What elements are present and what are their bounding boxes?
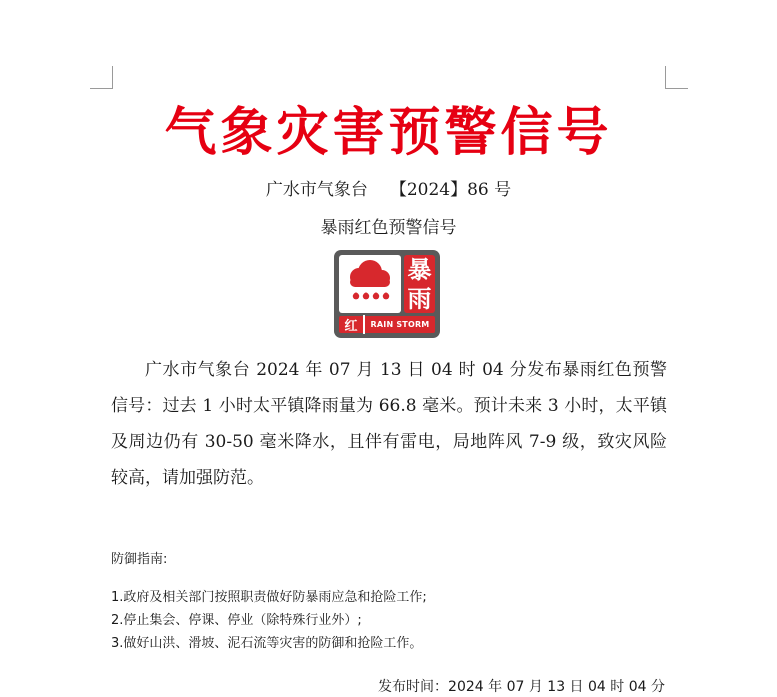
guide-item: 2.停止集会、停课、停业（除特殊行业外）; [111,613,362,628]
document-title: 气象灾害预警信号 [164,102,613,163]
crop-mark-top-right [665,66,688,89]
signal-name: 暴雨红色预警信号 [320,218,457,238]
guide-list [111,586,427,655]
rainstorm-red-warning-badge [334,250,440,338]
badge-level-char: 红 [339,315,365,334]
badge-bottom-strip [339,316,435,333]
guide-item: 1.政府及相关部门按照职责做好防暴雨应急和抢险工作; [111,590,427,605]
guide-item: 3.做好山洪、滑坡、泥石流等灾害的防御和抢险工作。 [111,636,423,651]
guide-title: 防御指南: [111,552,168,567]
crop-mark-top-left [90,66,113,89]
issuer: 广水市气象台 [265,180,368,200]
badge-char-1: 暴 [407,255,432,284]
warning-body: 广水市气象台 2024 年 07 月 13 日 04 时 04 分发布暴雨红色预警信号：过去 1 小时太平镇降雨量为 66.8 毫米。预计未来 3 小时，太平镇及周边仍有 30-50 毫米降水，且伴有雷电，局地阵风 7-9 级，致灾风险较高，请加强防范。 [111,360,667,488]
document-number-line [0,175,777,200]
rainstorm-cloud-icon [339,255,401,313]
badge-chars [404,255,435,313]
doc-number: 【2024】86 号 [389,180,512,200]
badge-english: RAIN STORM [370,320,430,329]
badge-char-2: 雨 [407,284,432,313]
release-time: 发布时间：2024 年 07 月 13 日 04 时 04 分 [378,679,665,695]
